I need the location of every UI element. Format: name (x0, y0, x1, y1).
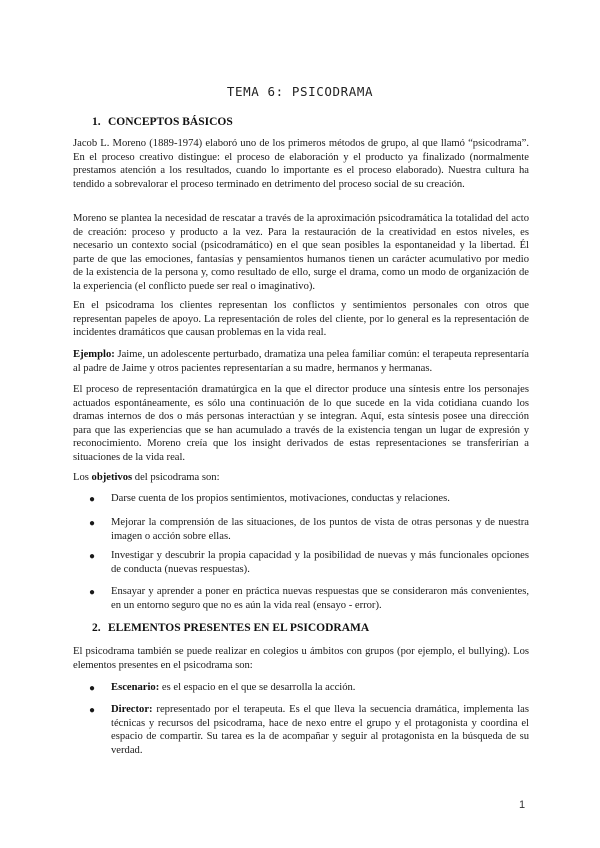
list-item: Escenario: es el espacio en el que se desarrolla la acción. (111, 682, 356, 693)
section-number: 2. (92, 622, 101, 634)
element-term: Director: (111, 704, 153, 715)
section-heading-2 (92, 622, 369, 634)
bullet-icon: ● (89, 705, 96, 716)
list-item: Director: representado por el terapeuta. Es el que lleva la secuencia dramática, implementa las técnicas y recursos del psicodrama, hace de nexo entre el grupo y el protagonista y coordina el espacio de compartir. Su tarea es la de acompañar y seguir al protagonista en la búsqueda de su verdad. (111, 704, 529, 756)
bullet-icon: ● (89, 551, 96, 562)
bullet-icon: ● (89, 587, 96, 598)
list-item: Mejorar la comprensión de las situaciones, de los puntos de vista de otras personas y de nuestra imagen o acción sobre ellas. (111, 517, 529, 542)
section-heading-1 (92, 116, 233, 128)
bullet-icon: ● (89, 683, 96, 694)
list-item: Investigar y descubrir la propia capacidad y la posibilidad de nuevas y más funcionales opciones de conducta (nuevas respuestas). (111, 550, 529, 575)
bullet-icon: ● (89, 494, 96, 505)
paragraph: El proceso de representación dramatúrgica en la que el director produce una síntesis entre los personajes actuados espontáneamente, es sólo una continuación de lo que sucede en la vida cotidiana cuando los dramas internos de dos o más personas interactúan y se integran. Aquí, esta síntesis posee una dirección para que las experiencias que se han acumulado a través de la existencia tengan un lugar de expresión y reconocimiento. Moreno creía que los insight derivados de estas representaciones se transferirían a situaciones de la vida real. (73, 384, 529, 463)
list-item: Ensayar y aprender a poner en práctica nuevas respuestas que se consideraron más convenientes, en un entorno seguro que no es aún la vida real (ensayo - error). (111, 586, 529, 611)
list-item: Darse cuenta de los propios sentimientos, motivaciones, conductas y relaciones. (111, 493, 450, 504)
example-paragraph (73, 348, 529, 375)
page-number: 1 (519, 799, 526, 811)
bullet-icon: ● (89, 518, 96, 529)
paragraph: Jacob L. Moreno (1889-1974) elaboró uno de los primeros métodos de grupo, al que llamó “psicodrama”. En el proceso creativo distingue: el proceso de elaboración y el producto ya finalizado (normalmente prestamos atención a los resultados, cuando lo importante es el proceso elaborado). Nuestra cultura ha tendido a sobrevalorar el proceso terminado en detrimento del proceso social de su creación. (73, 138, 529, 190)
example-label: Ejemplo: (73, 349, 115, 360)
section-title: CONCEPTOS BÁSICOS (108, 116, 233, 128)
objectives-label: objetivos (91, 472, 133, 483)
paragraph: En el psicodrama los clientes representan los conflictos y sentimientos personales con otros que representan papeles de apoyo. La representación de roles del cliente, por lo general es la representación de incidentes dramáticos que causan problemas en la vida real. (73, 300, 529, 339)
objectives-intro: Los objetivos del psicodrama son: (73, 472, 220, 483)
example-text: Jaime, un adolescente perturbado, dramatiza una pelea familiar común: el terapeuta representaría al padre de Jaime y otros pacientes representarían a su madre, hermanos y hermanas. (73, 349, 529, 374)
section-title: ELEMENTOS PRESENTES EN EL PSICODRAMA (108, 622, 370, 634)
element-term: Escenario: (111, 682, 160, 693)
paragraph: Moreno se plantea la necesidad de rescatar a través de la aproximación psicodramática la totalidad del acto de creación: proceso y producto a la vez. Para la restauración de la creatividad en estos niveles, es necesario un contexto social (psicodramático) en el que sean posibles la espontaneidad y la libertad. Él parte de que las emociones, fantasías y pensamientos humanos tienen un carácter acumulativo por medio de la existencia de la persona y, como resultado de ello, surge el drama, como un modo de organización de la experiencia (el conflicto puede ser real o imaginativo). (73, 213, 529, 292)
page-title: TEMA 6: PSICODRAMA (226, 84, 374, 99)
section-number: 1. (92, 116, 101, 128)
paragraph: El psicodrama también se puede realizar en colegios u ámbitos con grupos (por ejemplo, el bullying). Los elementos presentes en el psicodrama son: (73, 646, 529, 671)
